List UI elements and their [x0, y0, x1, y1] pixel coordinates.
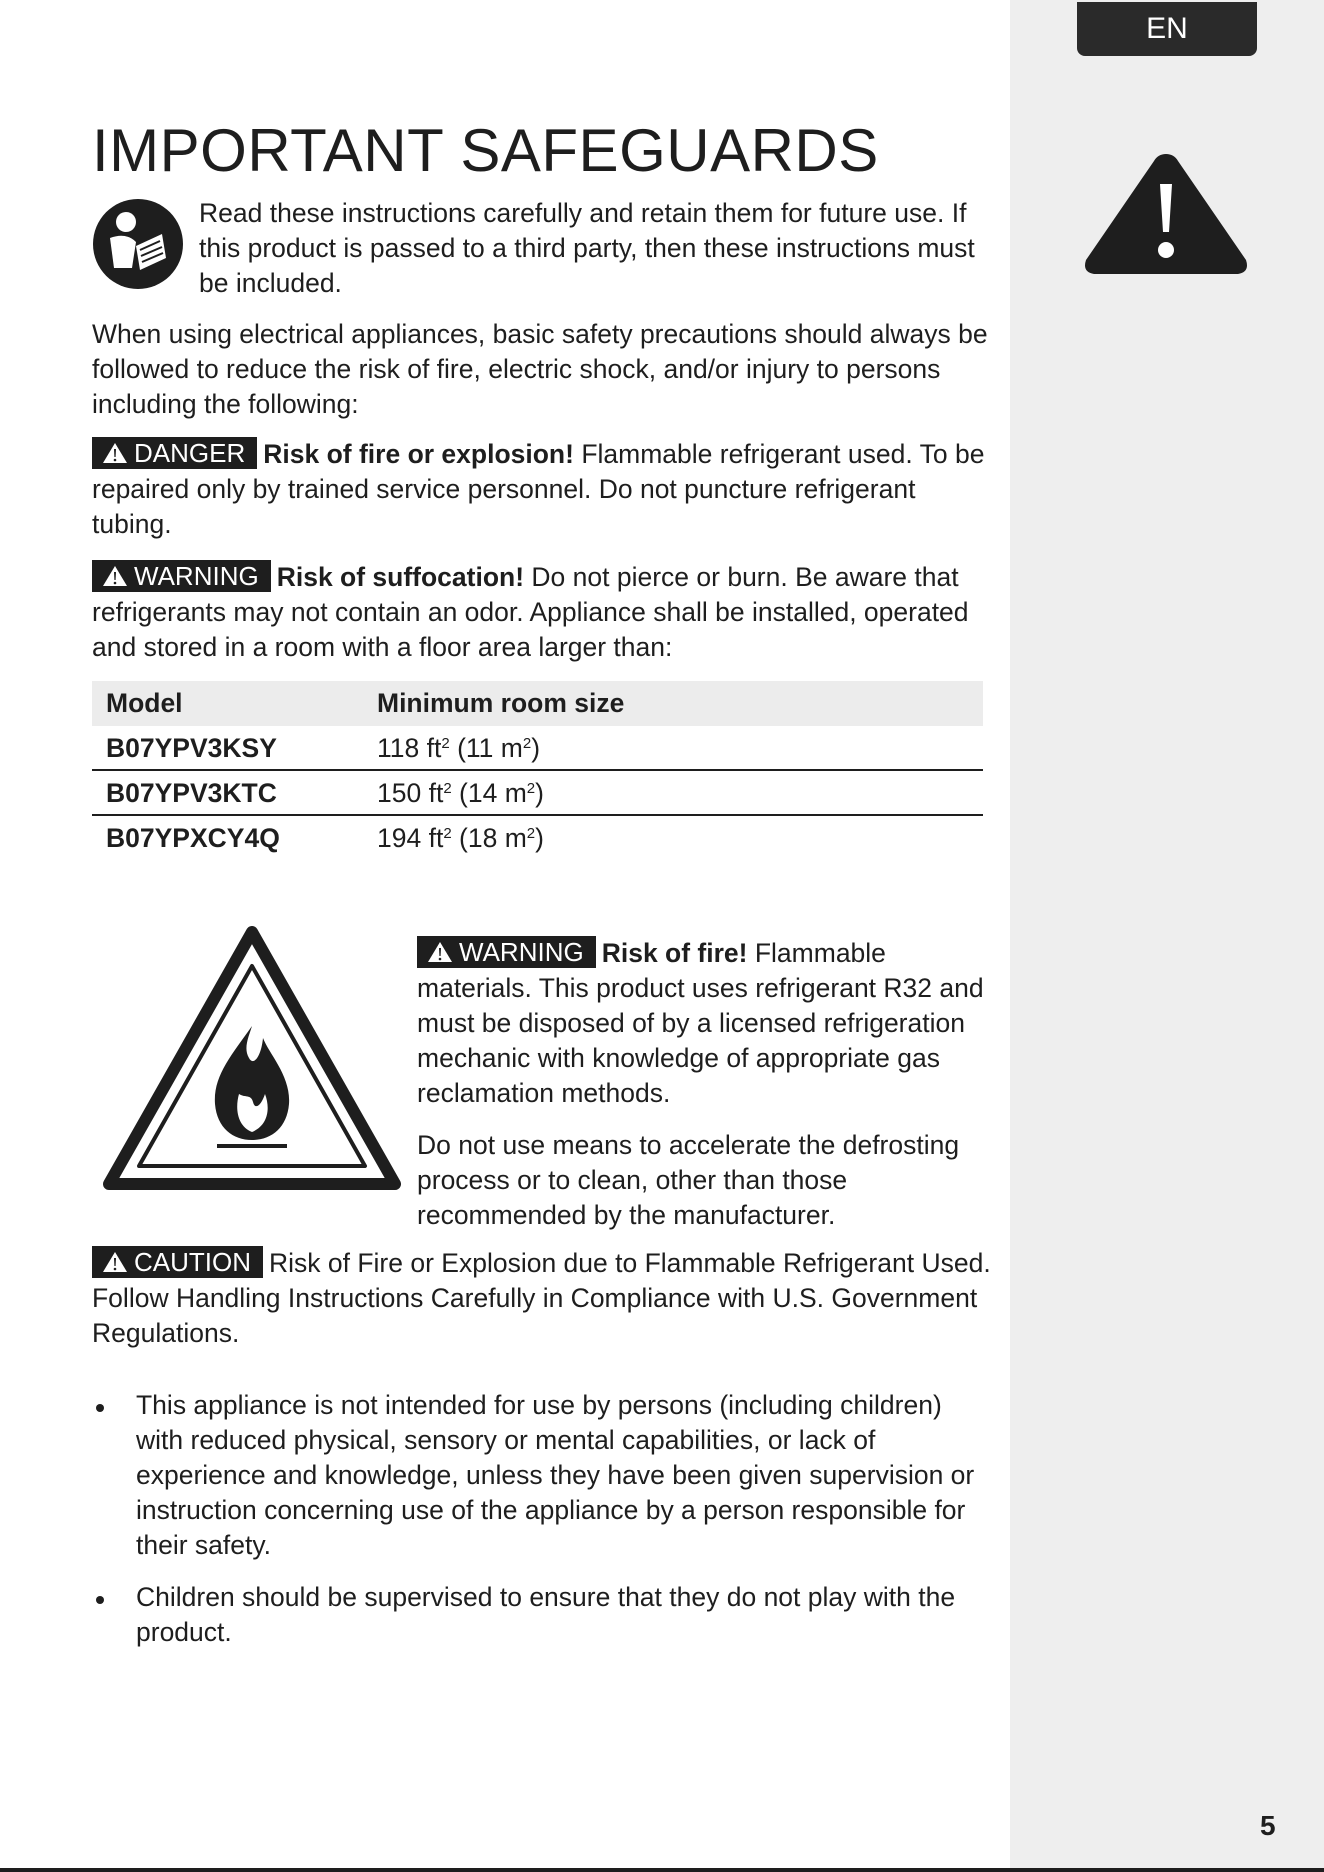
table-row [92, 771, 983, 816]
defrost-note: Do not use means to accelerate the defrosting process or to clean, other than those recommended by the manufacturer. [417, 1130, 960, 1230]
fire-warning [417, 936, 992, 1111]
suffocation-heading: Risk of suffocation! [276, 562, 525, 592]
language-tab[interactable]: EN [1077, 2, 1257, 56]
caution-notice [92, 1246, 992, 1351]
table-row [92, 726, 983, 771]
danger-text: Flammable refrigerant used. To be repaired only by trained service personnel. Do not puncture refrigerant tubing. [92, 439, 985, 539]
caution-badge [92, 1246, 263, 1278]
warning-badge-label: WARNING [459, 937, 584, 967]
list-item: Children should be supervised to ensure that they do not play with the product. [92, 1580, 992, 1650]
danger-heading: Risk of fire or explosion! [263, 439, 574, 469]
fire-heading: Risk of fire! [601, 938, 748, 968]
page-number: 5 [1260, 1810, 1276, 1841]
alert-triangle-icon [102, 1251, 128, 1273]
table-row [92, 816, 983, 861]
warning-triangle-icon [1080, 148, 1252, 278]
size-cell: 118 $ft^2$ (11 $m^2$) [377, 733, 541, 763]
intro-paragraph: When using electrical appliances, basic safety precautions should always be followed to reduce the risk of fire, electric shock, and/or injury to persons including the following: [92, 319, 988, 419]
fire-text: Flammable materials. This product uses refrigerant R32 and must be disposed of by a licensed refrigeration mechanic with knowledge of appropriate gas reclamation methods. [417, 938, 984, 1108]
header-model: Model [106, 688, 183, 718]
caution-badge-label: CAUTION [134, 1247, 251, 1277]
page-title: IMPORTANT SAFEGUARDS [92, 117, 879, 184]
suffocation-warning [92, 560, 992, 665]
alert-triangle-icon [102, 565, 128, 587]
caution-text: Risk of Fire or Explosion due to Flammable Refrigerant Used. Follow Handling Instructions Carefully in Compliance with U.S. Government Regulations. [92, 1248, 991, 1348]
size-cell: 150 $ft^2$ (14 $m^2$) [377, 778, 544, 808]
read-manual-icon [92, 198, 184, 290]
model-cell: B07YPV3KTC [106, 778, 277, 808]
model-cell: B07YPXCY4Q [106, 823, 280, 853]
alert-triangle-icon [102, 442, 128, 464]
suffocation-text: Do not pierce or burn. Be aware that refrigerants may not contain an odor. Appliance shall be installed, operated and stored in a room with a floor area larger than: [92, 562, 969, 662]
header-size: Minimum room size [377, 688, 625, 718]
bullet-dot [96, 1596, 104, 1604]
warning-badge-label: WARNING [134, 561, 259, 591]
danger-notice [92, 437, 992, 542]
warning-badge [417, 936, 596, 968]
table-header-row [92, 681, 983, 726]
flammable-warning-sign-icon [103, 926, 401, 1194]
bullet-dot [96, 1404, 104, 1412]
size-cell: 194 $ft^2$ (18 $m^2$) [377, 823, 544, 853]
sidebar [1010, 0, 1324, 1872]
danger-badge-label: DANGER [134, 438, 246, 468]
warning-badge [92, 560, 271, 592]
bottom-rule [0, 1868, 1324, 1872]
model-cell: B07YPV3KSY [106, 733, 277, 763]
danger-badge [92, 437, 257, 469]
safety-bullet-list [92, 1388, 992, 1667]
room-size-table [92, 681, 983, 861]
read-instructions-text: Read these instructions carefully and retain them for future use. If this product is passed to a third party, then these instructions must be included. [199, 198, 975, 298]
list-item: This appliance is not intended for use by persons (including children) with reduced physical, sensory or mental capabilities, or lack of experience and knowledge, unless they have been given supervision or instruction concerning use of the appliance by a person responsible for their safety. [92, 1388, 992, 1563]
alert-triangle-icon [427, 941, 453, 963]
